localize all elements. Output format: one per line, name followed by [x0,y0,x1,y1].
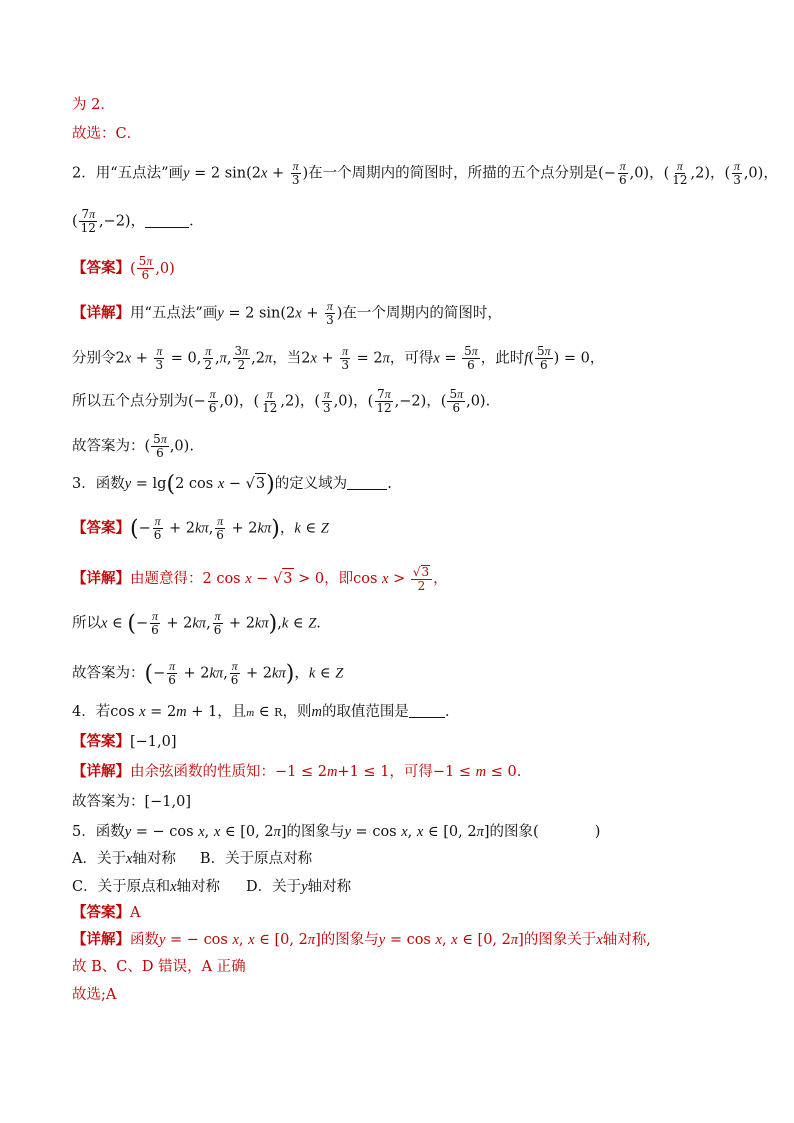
text: 故选：C． [72,126,142,142]
option-c: C．关于原点和x轴对称 [72,879,221,895]
detail-2-line3: 所以五个点分别为(− $\frac{\pi}{6}$ ,0)，( $\frac{\pi}{12}$ ,2)，( $\frac{\pi}{3}$ ,0)，( $\frac{7\pi}{12}$ ,−2)，( $\frac{5\pi}{6}$ ,0). [72,387,491,415]
answer-blank [347,489,387,490]
answer-3: 【答案】(− $\frac{\pi}{6}$ + 2kπ, $\frac{\pi}{6}$ + 2kπ)，k ∈ Z [72,514,329,542]
option-b: B．关于原点对称 [199,851,313,867]
text: 在一个周期内的简图时，所描的五个点分别是 [308,165,599,182]
question-5: 5．函数y = − cos x, x ∈ [0, 2π]的图象与y = cos x, x ∈ [0, 2π]的图象( ) [72,824,601,840]
answer-tag: 【答案】 [72,259,130,277]
detail-3-line1: 【详解】由题意得：2 cos x − √3 > 0，即cos x > $\frac{√3}{2}$ ， [72,565,448,593]
text-line [72,95,754,115]
question-3: 3．函数y = lg(2 cos x − √3)的定义域为 . [72,472,392,497]
answer-blank [145,227,189,228]
detail-5-line1: 【详解】函数y = − cos x, x ∈ [0, 2π]的图象与y = cos x, x ∈ [0, 2π]的图象关于x轴对称, [72,931,651,948]
text: 为 2． [72,97,115,113]
question-2: 2．用“五点法”画y = 2 sin(2x + $\frac{\pi}{3}$ )在一个周期内的简图时，所描的五个点分别是(− $\frac{\pi}{6}$ ,0)，( $\frac{\pi}{12}$ ,2)，( $\frac{\pi}{3}$ ,0)， [72,159,778,187]
question-2-cont: ( $\frac{7\pi}{12}$ ,−2)， ． [72,207,204,235]
detail-tag: 【详解】 [72,304,130,322]
detail-4-line1: 【详解】由余弦函数的性质知：−1 ≤ 2m+1 ≤ 1，可得−1 ≤ m ≤ 0. [72,763,522,780]
option-d: D．关于y轴对称 [246,879,352,895]
detail-2-line2: 分别令2x + $\frac{\pi}{3}$ = 0, $\frac{\pi}{2}$ ,π, $\frac{3\pi}{2}$ ,2π，当2x + $\frac{\pi}{3}$ = 2π，可得x = $\frac{5\pi}{6}$ ，此时f( $\frac{5\pi}{6}$ ) = 0， [72,344,605,372]
option-row-2 [72,877,754,897]
detail-3-line2: 所以x ∈ (− $\frac{\pi}{6}$ + 2kπ, $\frac{\pi}{6}$ + 2kπ),k ∈ Z. [72,609,321,637]
detail-4-line2: 故答案为：[−1,0] [72,794,192,810]
option-row-1 [72,849,754,869]
detail-5-line2: 故 B、C、D 错误，A 正确 [72,959,246,975]
detail-5-line3: 故选;A [72,987,117,1003]
question-4: 4．若cos x = 2m + 1，且m ∈ R，则m的取值范围是 ． [72,704,460,720]
answer-4: 【答案】[−1,0] [72,733,177,750]
answer-blank [409,717,445,718]
text: 2．用“五点法”画 [72,165,184,182]
answer-5: 【答案】A [72,904,141,921]
detail-2-line1: 【详解】用“五点法”画y = 2 sin(2x + $\frac{\pi}{3}$ )在一个周期内的简图时， [72,299,502,327]
detail-3-line3: 故答案为：(− $\frac{\pi}{6}$ + 2kπ, $\frac{\pi}{6}$ + 2kπ)，k ∈ Z [72,659,344,687]
detail-2-line4: 故答案为：( $\frac{5\pi}{6}$ ,0). [72,432,194,460]
text-line [72,124,754,144]
answer-2: 【答案】( $\frac{5\pi}{6}$ ,0) [72,254,175,282]
option-a: A．关于x轴对称 [72,851,176,867]
